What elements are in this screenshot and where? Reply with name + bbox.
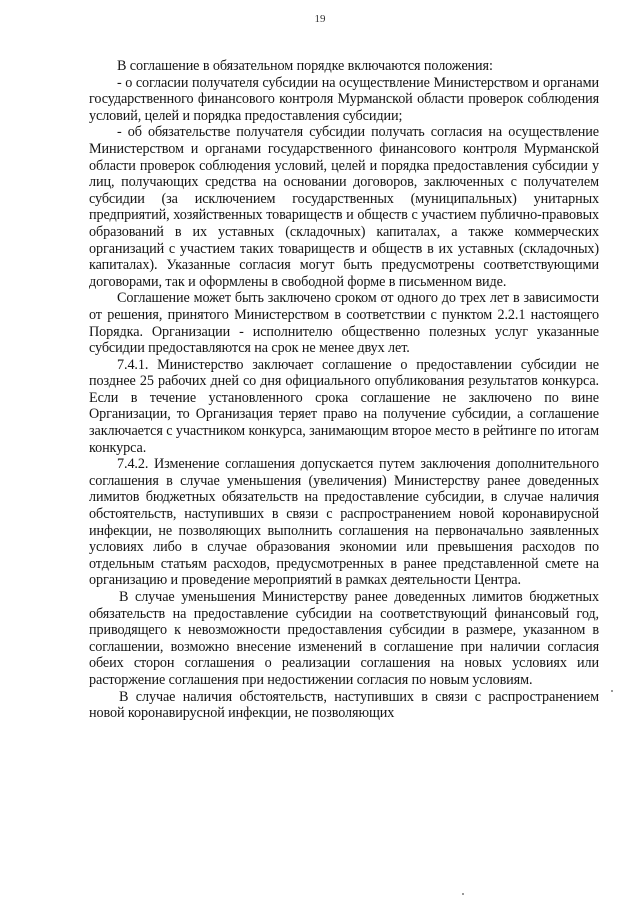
- paragraph-obligation-item: - об обязательстве получателя субсидии получать согласия на осуществление Министерством и органами государственного финансового контроля Мурманской области проверок соблюдения условий, целей и порядка предоставления субсидии у лиц, получающих средства на основании договоров, заключенных с получателем субсидии (за исключением государственных (муниципальных) унитарных предприятий, хозяйственных товариществ и обществ с участием публично-правовых образований в их уставных (складочных) капиталах, а также коммерческих организаций с участием таких товариществ и обществ в их уставных (складочных) капиталах). Указанные согласия могут быть предусмотрены соответствующими договорами, так и оформлены в свободной форме в письменном виде.: [89, 124, 599, 290]
- paragraph-intro: В соглашение в обязательном порядке включаются положения:: [117, 58, 493, 74]
- paragraph-agreement-term: Соглашение может быть заключено сроком от одного до трех лет в зависимости от решения, принятого Министерством в соответствии с пунктом 2.2.1 настоящего Порядка. Организации - исполнителю общественно полезных услуг указанные субсидии предоставляются на срок не менее двух лет.: [89, 290, 599, 357]
- document-body: [89, 58, 599, 722]
- paragraph-limits-reduction: В случае уменьшения Министерству ранее доведенных лимитов бюджетных обязательств на предоставление субсидии на соответствующий финансовый год, приводящего к невозможности предоставления субсидии в размере, указанном в соглашении, возможно внесение изменений в соглашение при наличии согласия обеих сторон соглашения о реализации соглашения на новых условиях или расторжение соглашения при недостижении согласия по новым условиям.: [89, 589, 599, 688]
- page-number: 19: [314, 13, 326, 25]
- scan-speck: [462, 893, 464, 895]
- paragraph-7-4-2: 7.4.2. Изменение соглашения допускается путем заключения дополнительного соглашения в случае уменьшения (увеличения) Министерству ранее доведенных лимитов бюджетных обязательств на предоставление субсидии, в случае наличия обстоятельств, наступивших в связи с распространением новой коронавирусной инфекции, не позволяющих выполнить соглашения на первоначально заявленных условиях либо в случае образования экономии или превышения расходов по отдельным статьям расходов, предусмотренных в ранее представленной смете на организацию и проведение мероприятий в рамках деятельности Центра.: [89, 456, 599, 589]
- paragraph-consent-item: - о согласии получателя субсидии на осуществление Министерством и органами государственного финансового контроля Мурманской области проверок соблюдения условий, целей и порядка предоставления субсидии;: [89, 74, 599, 124]
- paragraph-7-4-1: 7.4.1. Министерство заключает соглашение о предоставлении субсидии не позднее 25 рабочих дней со дня официального опубликования результатов конкурса. Если в течение установленного срока соглашение не заключено по вине Организации, то Организация теряет право на получение субсидии, а соглашение заключается с участником конкурса, занимающим второе место в рейтинге по итогам конкурса.: [89, 356, 599, 456]
- paragraph-covid-circumstances: В случае наличия обстоятельств, наступивших в связи с распространением новой коронавирусной инфекции, не позволяющих: [89, 688, 599, 722]
- scan-speck: [611, 690, 613, 692]
